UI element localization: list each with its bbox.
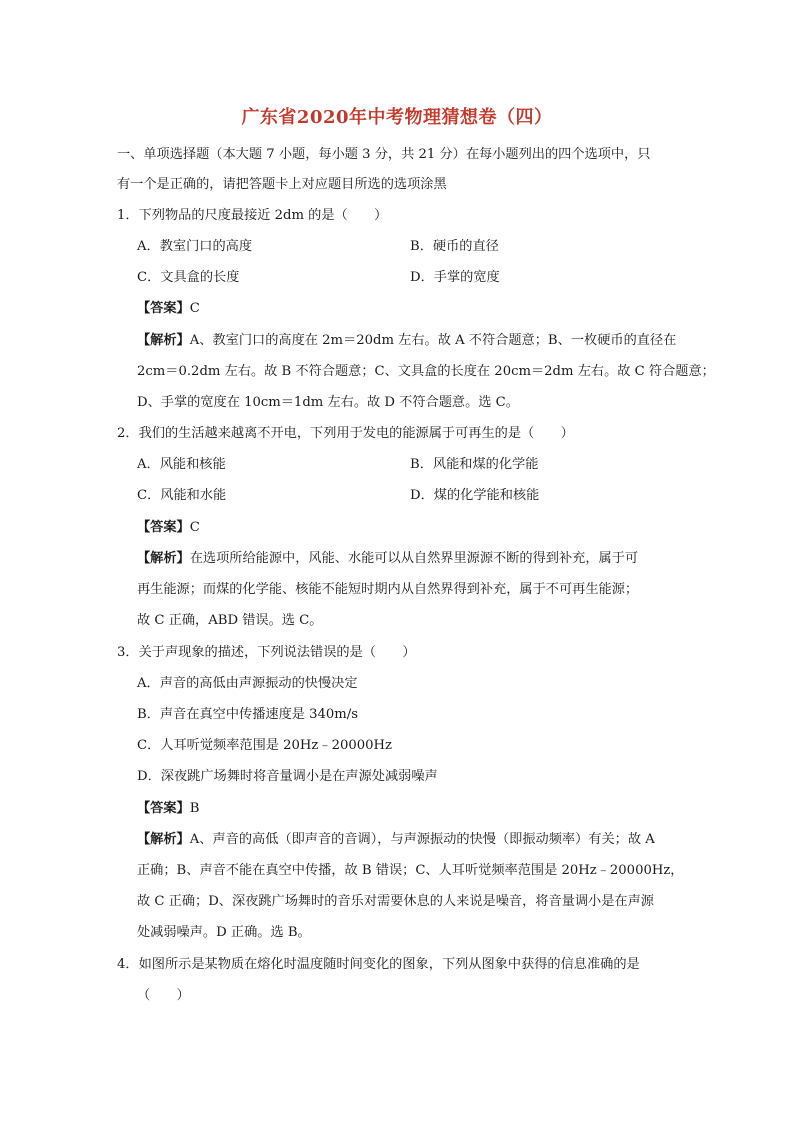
page-title: 广东省2020年中考物理猜想卷（四） xyxy=(241,107,553,128)
analysis-label: 【解析】 xyxy=(137,832,190,847)
q4-stem-line2: （ ） xyxy=(137,988,190,1003)
q2-analysis-line3: 故 C 正确，ABD 错误。选 C。 xyxy=(137,613,323,628)
answer-value: C xyxy=(189,520,200,535)
q3-analysis-line3: 故 C 正确；D、深夜跳广场舞时的音乐对需要休息的人来说是噪音，将音量调小是在声源 xyxy=(137,894,654,909)
q3-option-a: A．声音的高低由声源振动的快慢决定 xyxy=(137,676,358,691)
answer-label: 【答案】 xyxy=(137,301,190,316)
q2-option-b: B．风能和煤的化学能 xyxy=(410,457,539,472)
q1-option-a: A．教室门口的高度 xyxy=(137,239,253,254)
analysis-text: A、教室门口的高度在 2m＝20dm 左右。故 A 不符合题意；B、一枚硬币的直径在 xyxy=(189,333,677,348)
q2-stem: 2．我们的生活越来越离不开电，下列用于发电的能源属于可再生的是（ ） xyxy=(117,426,574,441)
q1-option-d: D．手掌的宽度 xyxy=(410,270,500,285)
analysis-label: 【解析】 xyxy=(137,333,190,348)
q3-analysis-line1 xyxy=(137,830,655,850)
q2-option-c: C．风能和水能 xyxy=(137,488,227,503)
q1-option-b: B．硬币的直径 xyxy=(410,239,499,254)
q4-stem-line1: 4．如图所示是某物质在熔化时温度随时间变化的图象，下列从图象中获得的信息准确的是 xyxy=(117,957,640,972)
q3-analysis-line2: 正确；B、声音不能在真空中传播，故 B 错误；C、人耳听觉频率范围是 20Hz﹣20000Hz， xyxy=(137,863,684,878)
answer-label: 【答案】 xyxy=(137,520,190,535)
q3-option-d: D．深夜跳广场舞时将音量调小是在声源处减弱噪声 xyxy=(137,769,438,784)
q3-option-b: B．声音在真空中传播速度是 340m/s xyxy=(137,707,359,722)
q1-option-c: C．文具盒的长度 xyxy=(137,270,240,285)
answer-value: B xyxy=(189,801,200,816)
analysis-label: 【解析】 xyxy=(137,551,190,566)
q3-option-c: C．人耳听觉频率范围是 20Hz﹣20000Hz xyxy=(137,738,392,753)
q1-stem: 1．下列物品的尺度最接近 2dm 的是（ ） xyxy=(117,208,388,223)
analysis-text: 在选项所给能源中，风能、水能可以从自然界里源源不断的得到补充，属于可 xyxy=(189,551,639,566)
q2-option-d: D．煤的化学能和核能 xyxy=(410,488,540,503)
section-instruction-line1: 一、单项选择题（本大题 7 小题，每小题 3 分，共 21 分）在每小题列出的四个选项中，只 xyxy=(117,147,651,162)
q3-analysis-line4: 处减弱噪声。D 正确。选 B。 xyxy=(137,925,311,940)
answer-label: 【答案】 xyxy=(137,801,190,816)
q2-analysis-line2: 再生能源；而煤的化学能、核能不能短时期内从自然界得到补充，属于不可再生能源； xyxy=(137,582,639,597)
q2-analysis-line1 xyxy=(137,549,638,569)
q1-analysis-line2: 2cm＝0.2dm 左右。故 B 不符合题意；C、文具盒的长度在 20cm＝2dm 左右。故 C 符合题意； xyxy=(137,364,715,379)
q1-analysis-line3: D、手掌的宽度在 10cm＝1dm 左右。故 D 不符合题意。选 C。 xyxy=(137,395,519,410)
q3-answer xyxy=(137,799,199,819)
q2-option-a: A．风能和核能 xyxy=(137,457,226,472)
answer-value: C xyxy=(189,301,200,316)
q2-answer xyxy=(137,518,200,538)
q1-answer xyxy=(137,299,200,319)
q1-analysis-line1 xyxy=(137,331,676,351)
analysis-text: A、声音的高低（即声音的音调），与声源振动的快慢（即振动频率）有关；故 A xyxy=(189,832,655,847)
q3-stem: 3．关于声现象的描述，下列说法错误的是（ ） xyxy=(117,645,416,660)
section-instruction-line2: 有一个是正确的，请把答题卡上对应题目所选的选项涂黑 xyxy=(117,177,447,192)
